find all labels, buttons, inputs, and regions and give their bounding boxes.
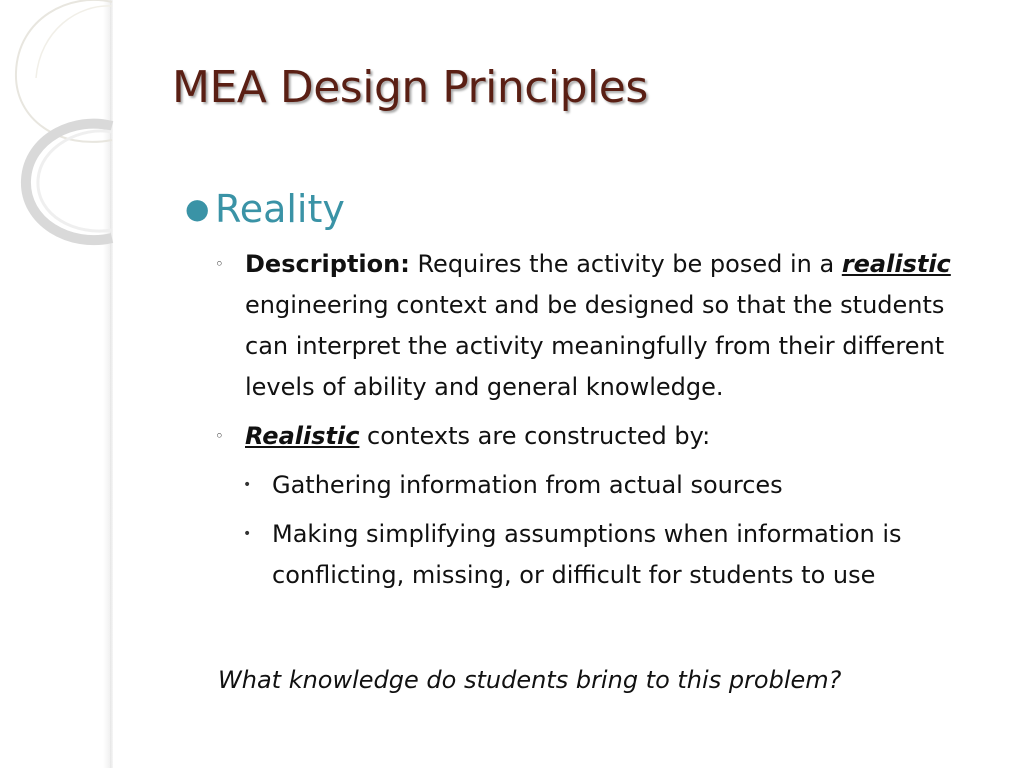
- slide-title: MEA Design Principles: [172, 62, 648, 113]
- bullet-text: Reality: [215, 187, 345, 231]
- description-text-1: Requires the activity be posed in a: [409, 250, 842, 278]
- bullet-level2-description: [215, 244, 995, 408]
- bullet-level2-contexts: [215, 416, 995, 457]
- bullet-level1-reality: [185, 182, 995, 236]
- contexts-emphasis: Realistic: [245, 422, 360, 450]
- contexts-text: contexts are constructed by:: [359, 422, 711, 450]
- closing-question: What knowledge do students bring to this problem?: [218, 666, 842, 694]
- description-emphasis: realistic: [841, 250, 951, 278]
- filled-circle-icon: ●: [185, 192, 210, 225]
- decorative-ring-thin: [36, 6, 112, 78]
- slide-content: [185, 182, 995, 596]
- sub-item-text: Making simplifying assumptions when information is conflicting, missing, or difficult for students to use: [272, 520, 902, 589]
- bullet-level3-item: [243, 465, 995, 506]
- bullet-level3-item: [243, 514, 995, 596]
- decorative-ring-inner: [38, 131, 112, 231]
- hollow-circle-icon: ◦: [215, 427, 224, 445]
- small-dot-icon: •: [243, 477, 252, 493]
- sub-item-text: Gathering information from actual sources: [272, 471, 783, 499]
- description-text-2: engineering context and be designed so that the students can interpret the activity meaningfully from their different levels of ability and general knowledge.: [245, 291, 945, 401]
- decorative-rings: [0, 0, 115, 260]
- hollow-circle-icon: ◦: [215, 255, 224, 273]
- description-label: Description:: [245, 250, 410, 278]
- small-dot-icon: •: [243, 526, 252, 542]
